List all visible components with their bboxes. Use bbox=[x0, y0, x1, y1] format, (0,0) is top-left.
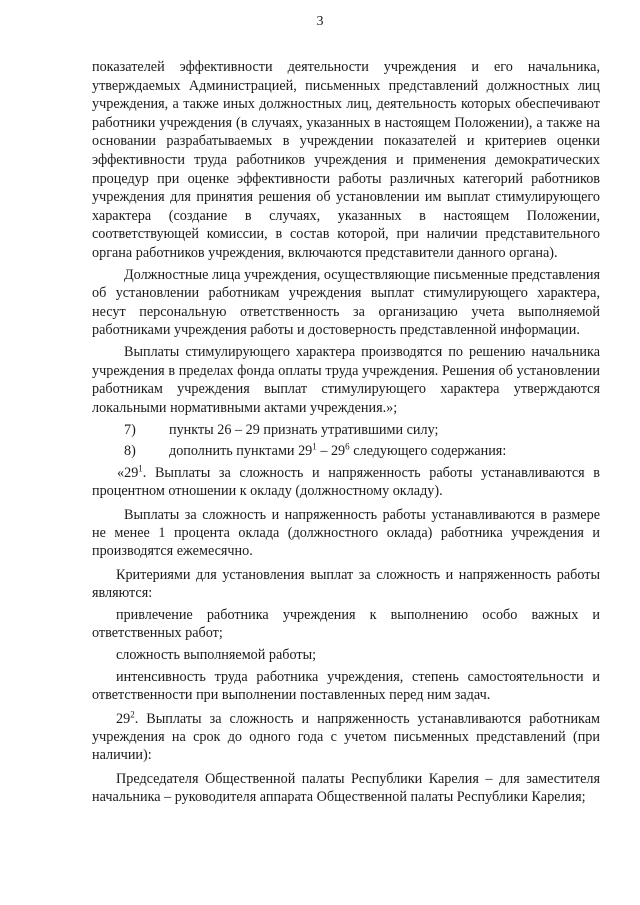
list-item-number: 8) bbox=[124, 442, 136, 459]
clause-text: . Выплаты за сложность и напряженность работы устанавливаются в процентном отношении к окладу (должностному окладу). bbox=[92, 465, 600, 500]
clause-text: . Выплаты за сложность и напряженность устанавливаются работникам учреждения на срок до одного года с учетом письменных представлений (при наличии): bbox=[92, 711, 600, 764]
paragraph-criterion-important-work: привлечение работника учреждения к выполнению особо важных и ответственных работ; bbox=[92, 607, 600, 642]
paragraph-criterion-complexity: сложность выполняемой работы; bbox=[116, 647, 317, 664]
paragraph-criteria-intro: Критериями для установления выплат за сложность и напряженность работы являются: bbox=[92, 567, 600, 602]
clause-number: 29 bbox=[116, 711, 131, 728]
superscript: 1 bbox=[312, 441, 317, 452]
paragraph-minimum-payment: Выплаты за сложность и напряженность работы устанавливаются в размере не менее 1 процента оклада (должностного оклада) работника учреждения и производятся ежемесячно. bbox=[92, 507, 600, 560]
list-item-text-part: – 29 bbox=[316, 442, 346, 459]
page-number: 3 bbox=[316, 14, 324, 29]
paragraph-criterion-intensity: интенсивность труда работника учреждения, степень самостоятельности и ответственности при выполнении поставленных перед ним задач. bbox=[92, 669, 600, 704]
clause-number: «29 bbox=[117, 465, 139, 482]
list-item-text-part: дополнить пунктами 29 bbox=[169, 442, 313, 459]
superscript: 6 bbox=[345, 441, 350, 452]
list-item-text: пункты 26 – 29 признать утратившими силу; bbox=[169, 422, 439, 439]
list-item-8 bbox=[92, 442, 600, 461]
list-item-number: 7) bbox=[124, 422, 136, 439]
paragraph-29-2 bbox=[92, 710, 600, 764]
paragraph-chairman-submission: Председателя Общественной палаты Республики Карелия – для заместителя начальника – руководителя аппарата Общественной палаты Республики Карелия; bbox=[92, 771, 600, 806]
paragraph-continuation: показателей эффективности деятельности учреждения и его начальника, утверждаемых Администрацией, письменных представлений должностных лиц учреждения, а также иных должностных лиц, деятельность которых обеспечивают работники учреждения (в случаях, указанных в настоящем Положении), а также на основании разрабатываемых в учреждении показателей и критериев оценки эффективности труда работников учреждения и применения демократических процедур при оценке эффективности работы различных категорий работников учреждения для принятия решения об установлении им выплат стимулирующего характера (создание в случаях, указанных в настоящем Положении, соответствующей комиссии, в состав которой, при наличии представительного органа работников учреждения, включаются представители данного органа). bbox=[92, 59, 600, 261]
list-item-7 bbox=[92, 421, 600, 440]
superscript: 1 bbox=[138, 463, 143, 474]
paragraph-officials-responsibility: Должностные лица учреждения, осуществляющие письменные представления об установлении работникам учреждения выплат стимулирующего характера, несут персональную ответственность за организацию учета выполняемой работниками учреждения работы и достоверность представленной информации. bbox=[92, 266, 600, 339]
paragraph-payments-decision: Выплаты стимулирующего характера производятся по решению начальника учреждения в пределах фонда оплаты труда учреждения. Решения об установлении работникам учреждения выплат стимулирующего характера утверждаются локальными нормативными актами учреждения.»; bbox=[92, 343, 600, 416]
list-item-text bbox=[169, 442, 506, 461]
document-body bbox=[92, 58, 600, 806]
superscript: 2 bbox=[130, 709, 135, 720]
paragraph-29-1 bbox=[92, 464, 600, 500]
list-item-text-part: следующего содержания: bbox=[349, 442, 507, 459]
